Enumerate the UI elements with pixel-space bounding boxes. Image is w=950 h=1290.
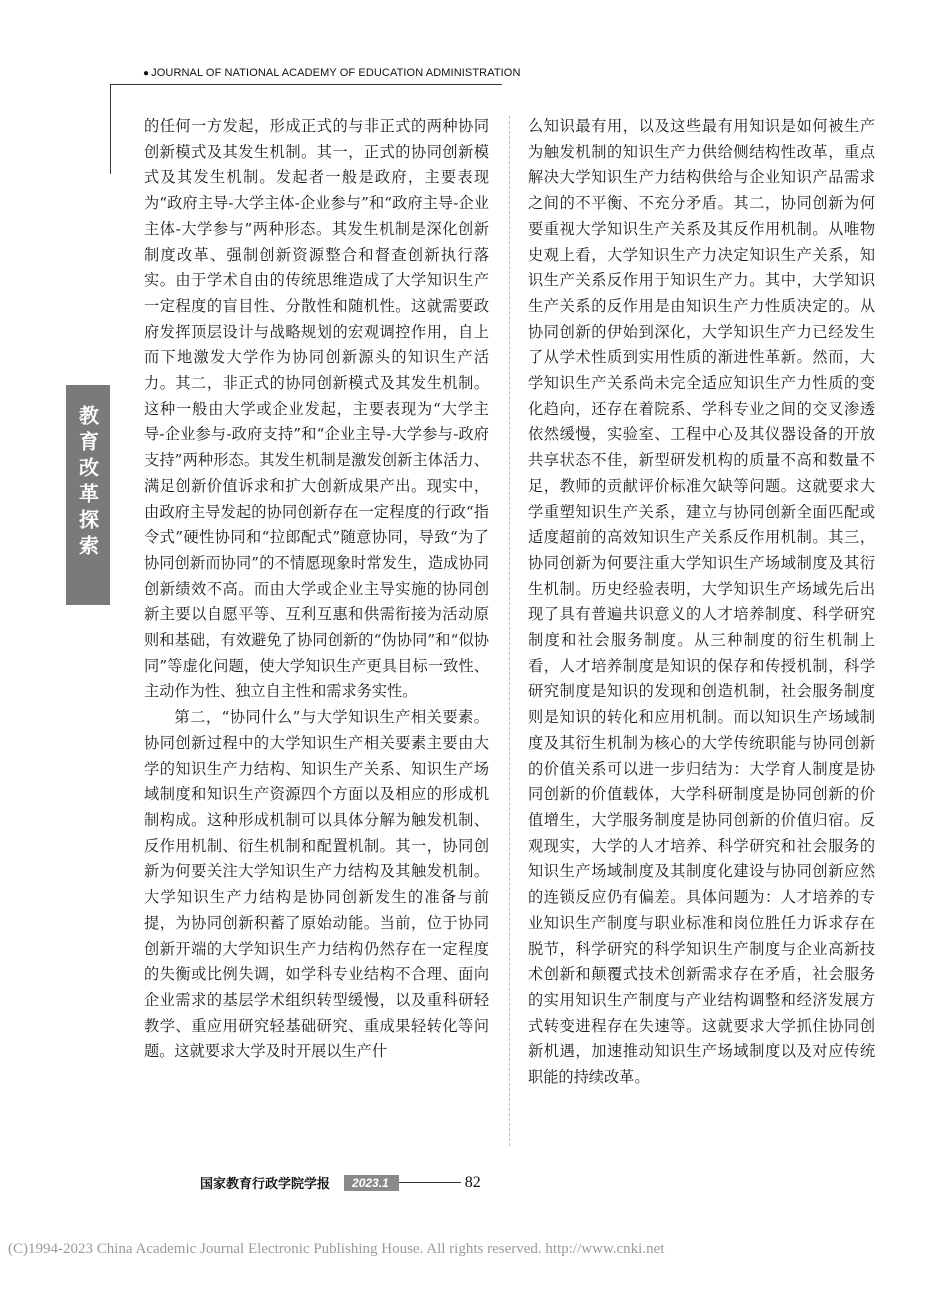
copyright-notice: (C)1994-2023 China Academic Journal Electronic Publishing House. All rights reserved. http://www.cnki.net [8, 1241, 665, 1257]
header-bullet-icon: ● [143, 68, 150, 79]
footer-journal-name: 国家教育行政学院学报 [200, 1177, 331, 1192]
header-rule [110, 84, 502, 85]
running-header [143, 67, 521, 79]
right-column [528, 114, 875, 1091]
footer-rule [399, 1182, 461, 1183]
footer-issue-badge: 2023.1 [344, 1175, 399, 1191]
left-paragraph-1: 的任何一方发起，形成正式的与非正式的两种协同创新模式及其发生机制。其一，正式的协同创新模式及其发生机制。发起者一般是政府，主要表现为“政府主导-大学主体-企业参与”和“政府主导-企业主体-大学参与”两种形态。其发生机制是深化创新制度改革、强制创新资源整合和督查创新执行落实。由于学术自由的传统思维造成了大学知识生产一定程度的盲目性、分散性和随机性。这就需要政府发挥顶层设计与战略规划的宏观调控作用，自上而下地激发大学作为协同创新源头的知识生产活力。其二，非正式的协同创新模式及其发生机制。这种一般由大学或企业发起，主要表现为“大学主导-企业参与-政府支持”和“企业主导-大学参与-政府支持”两种形态。其发生机制是激发创新主体活力、满足创新价值诉求和扩大创新成果产出。现实中，由政府主导发起的协同创新存在一定程度的行政“指令式”硬性协同和“拉郎配式”随意协同，导致“为了协同创新而协同”的不情愿现象时常发生，造成协同创新绩效不高。而由大学或企业主导实施的协同创新主要以自愿平等、互利互惠和供需衔接为活动原则和基础，有效避免了协同创新的“伪协同”和“似协同”等虚化问题，使大学知识生产更具目标一致性、主动作为性、独立自主性和需求务实性。 [144, 117, 489, 701]
column-divider [509, 116, 510, 1146]
section-side-tab [66, 385, 110, 605]
header-corner-line [110, 84, 111, 174]
page-footer [200, 1173, 481, 1192]
header-journal-title: JOURNAL OF NATIONAL ACADEMY OF EDUCATION ADMINISTRATION [151, 67, 521, 79]
right-paragraph-1: 么知识最有用，以及这些最有用知识是如何被生产为触发机制的知识生产力供给侧结构性改革，重点解决大学知识生产力结构供给与企业知识产品需求之间的不平衡、不充分矛盾。其二，协同创新为何要重视大学知识生产关系及其反作用机制。从唯物史观上看，大学知识生产力决定知识生产关系，知识生产关系反作用于知识生产力。其中，大学知识生产关系的反作用是由知识生产力性质决定的。从协同创新的伊始到深化，大学知识生产力已经发生了从学术性质到实用性质的渐进性革新。然而，大学知识生产关系尚未完全适应知识生产力性质的变化趋向，还存在着院系、学科专业之间的交叉渗透依然缓慢，实验室、工程中心及其仪器设备的开放共享状态不佳，新型研发机构的质量不高和数量不足，教师的贡献评价标准欠缺等问题。这就要求大学重塑知识生产关系，建立与协同创新全面匹配或适度超前的高效知识生产关系反作用机制。其三，协同创新为何要注重大学知识生产场域制度及其衍生机制。历史经验表明，大学知识生产场域先后出现了具有普遍共识意义的人才培养制度、科学研究制度和社会服务制度。从三种制度的衍生机制上看，人才培养制度是知识的保存和传授机制，科学研究制度是知识的发现和创造机制，社会服务制度则是知识的转化和应用机制。而以知识生产场域制度及其衍生机制为核心的大学传统职能与协同创新的价值关系可以进一步归结为：大学育人制度是协同创新的价值载体，大学科研制度是协同创新的价值增生，大学服务制度是协同创新的价值归宿。反观现实，大学的人才培养、科学研究和社会服务的知识生产场域制度及其制度化建设与协同创新应然的连锁反应仍有偏差。具体问题为：人才培养的专业知识生产制度与职业标准和岗位胜任力诉求存在脱节，科学研究的科学知识生产制度与企业高新技术创新和颠覆式技术创新需求存在矛盾，社会服务的实用知识生产制度与产业结构调整和经济发展方式转变进程存在失速等。这就要求大学抓住协同创新机遇，加速推动知识生产场域制度以及对应传统职能的持续改革。 [528, 117, 875, 1087]
section-label: 教育改革探索 [75, 405, 100, 561]
left-column [144, 114, 489, 1065]
left-paragraph-2: 第二，“协同什么”与大学知识生产相关要素。协同创新过程中的大学知识生产相关要素主要由大学的知识生产力结构、知识生产关系、知识生产场域制度和知识生产资源四个方面以及相应的形成机制构成。这种形成机制可以具体分解为触发机制、反作用机制、衍生机制和配置机制。其一，协同创新为何要关注大学知识生产力结构及其触发机制。大学知识生产力结构是协同创新发生的准备与前提，为协同创新积蓄了原始动能。当前，位于协同创新开端的大学知识生产力结构仍然存在一定程度的失衡或比例失调，如学科专业结构不合理、面向企业需求的基层学术组织转型缓慢，以及重科研轻教学、重应用研究轻基础研究、重成果轻转化等问题。这就要求大学及时开展以生产什 [144, 708, 489, 1061]
page-number: 82 [464, 1173, 481, 1191]
